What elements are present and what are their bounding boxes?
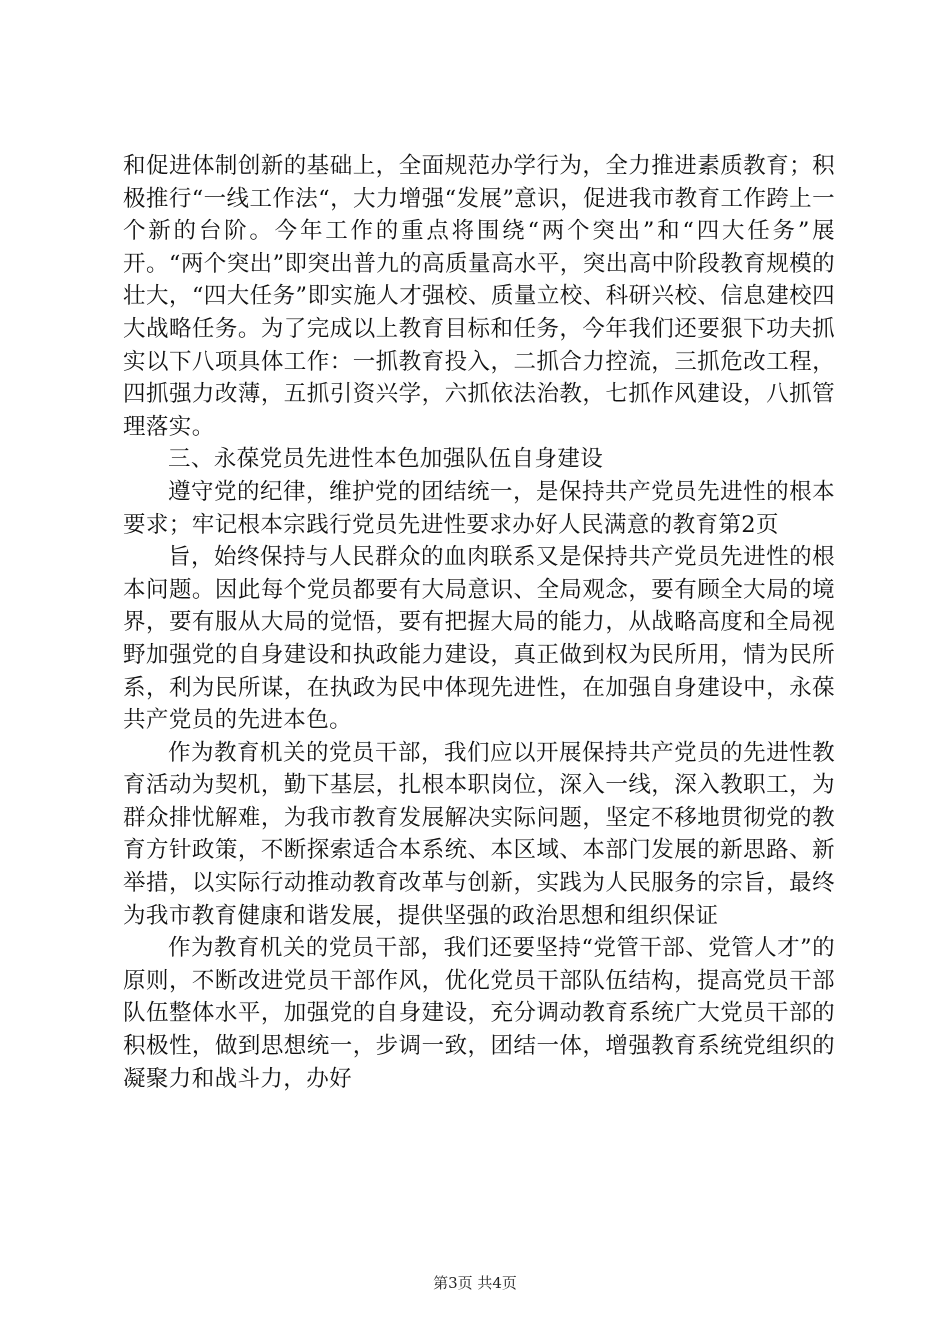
paragraph-continuation: 和促进体制创新的基础上，全面规范办学行为，全力推进素质教育；积极推行“一线工作法“，大力增强“发展”意识，促进我市教育工作跨上一个新的台阶。今年工作的重点将围绕“两个突出”和“四大任务”展开。“两个突出”即突出普九的高质量高水平，突出高中阶段教育规模的壮大，“四大任务”即实施人才强校、质量立校、科研兴校、信息建校四大战略任务。为了完成以上教育目标和任务，今年我们还要狠下功夫抓实以下八项具体工作：一抓教育投入，二抓合力控流，三抓危改工程，四抓强力改薄，五抓引资兴学，六抓依法治教，七抓作风建设，八抓管理落实。: [123, 153, 835, 440]
paragraph: 作为教育机关的党员干部，我们还要坚持“党管干部、党管人才”的原则，不断改进党员干部作风，优化党员干部队伍结构，提高党员干部队伍整体水平，加强党的自身建设，充分调动教育系统广大党员干部的积极性，做到思想统一，步调一致，团结一体，增强教育系统党组织的凝聚力和战斗力，办好: [123, 935, 835, 1092]
paragraph: 旨，始终保持与人民群众的血肉联系又是保持共产党员先进性的根本问题。因此每个党员都要有大局意识、全局观念，要有顾全大局的境界，要有服从大局的觉悟，要有把握大局的能力，从战略高度和全局视野加强党的自身建设和执政能力建设，真正做到权为民所用，情为民所系，利为民所谋，在执政为民中体现先进性，在加强自身建设中，永葆共产党员的先进本色。: [123, 544, 835, 734]
page-footer: 第3页 共4页: [433, 1274, 517, 1292]
document-body: [123, 150, 835, 1095]
section-heading: 三、永葆党员先进性本色加强队伍自身建设: [168, 446, 604, 473]
paragraph: 遵守党的纪律，维护党的团结统一，是保持共产党员先进性的根本要求；牢记根本宗践行党员先进性要求办好人民满意的教育第2页: [123, 478, 835, 538]
paragraph: 作为教育机关的党员干部，我们应以开展保持共产党员的先进性教育活动为契机，勤下基层，扎根本职岗位，深入一线，深入教职工，为群众排忧解难，为我市教育发展解决实际问题，坚定不移地贯彻党的教育方针政策，不断探索适合本系统、本区域、本部门发展的新思路、新举措，以实际行动推动教育改革与创新，实践为人民服务的宗旨，最终为我市教育健康和谐发展，提供坚强的政治思想和组织保证: [123, 739, 835, 929]
